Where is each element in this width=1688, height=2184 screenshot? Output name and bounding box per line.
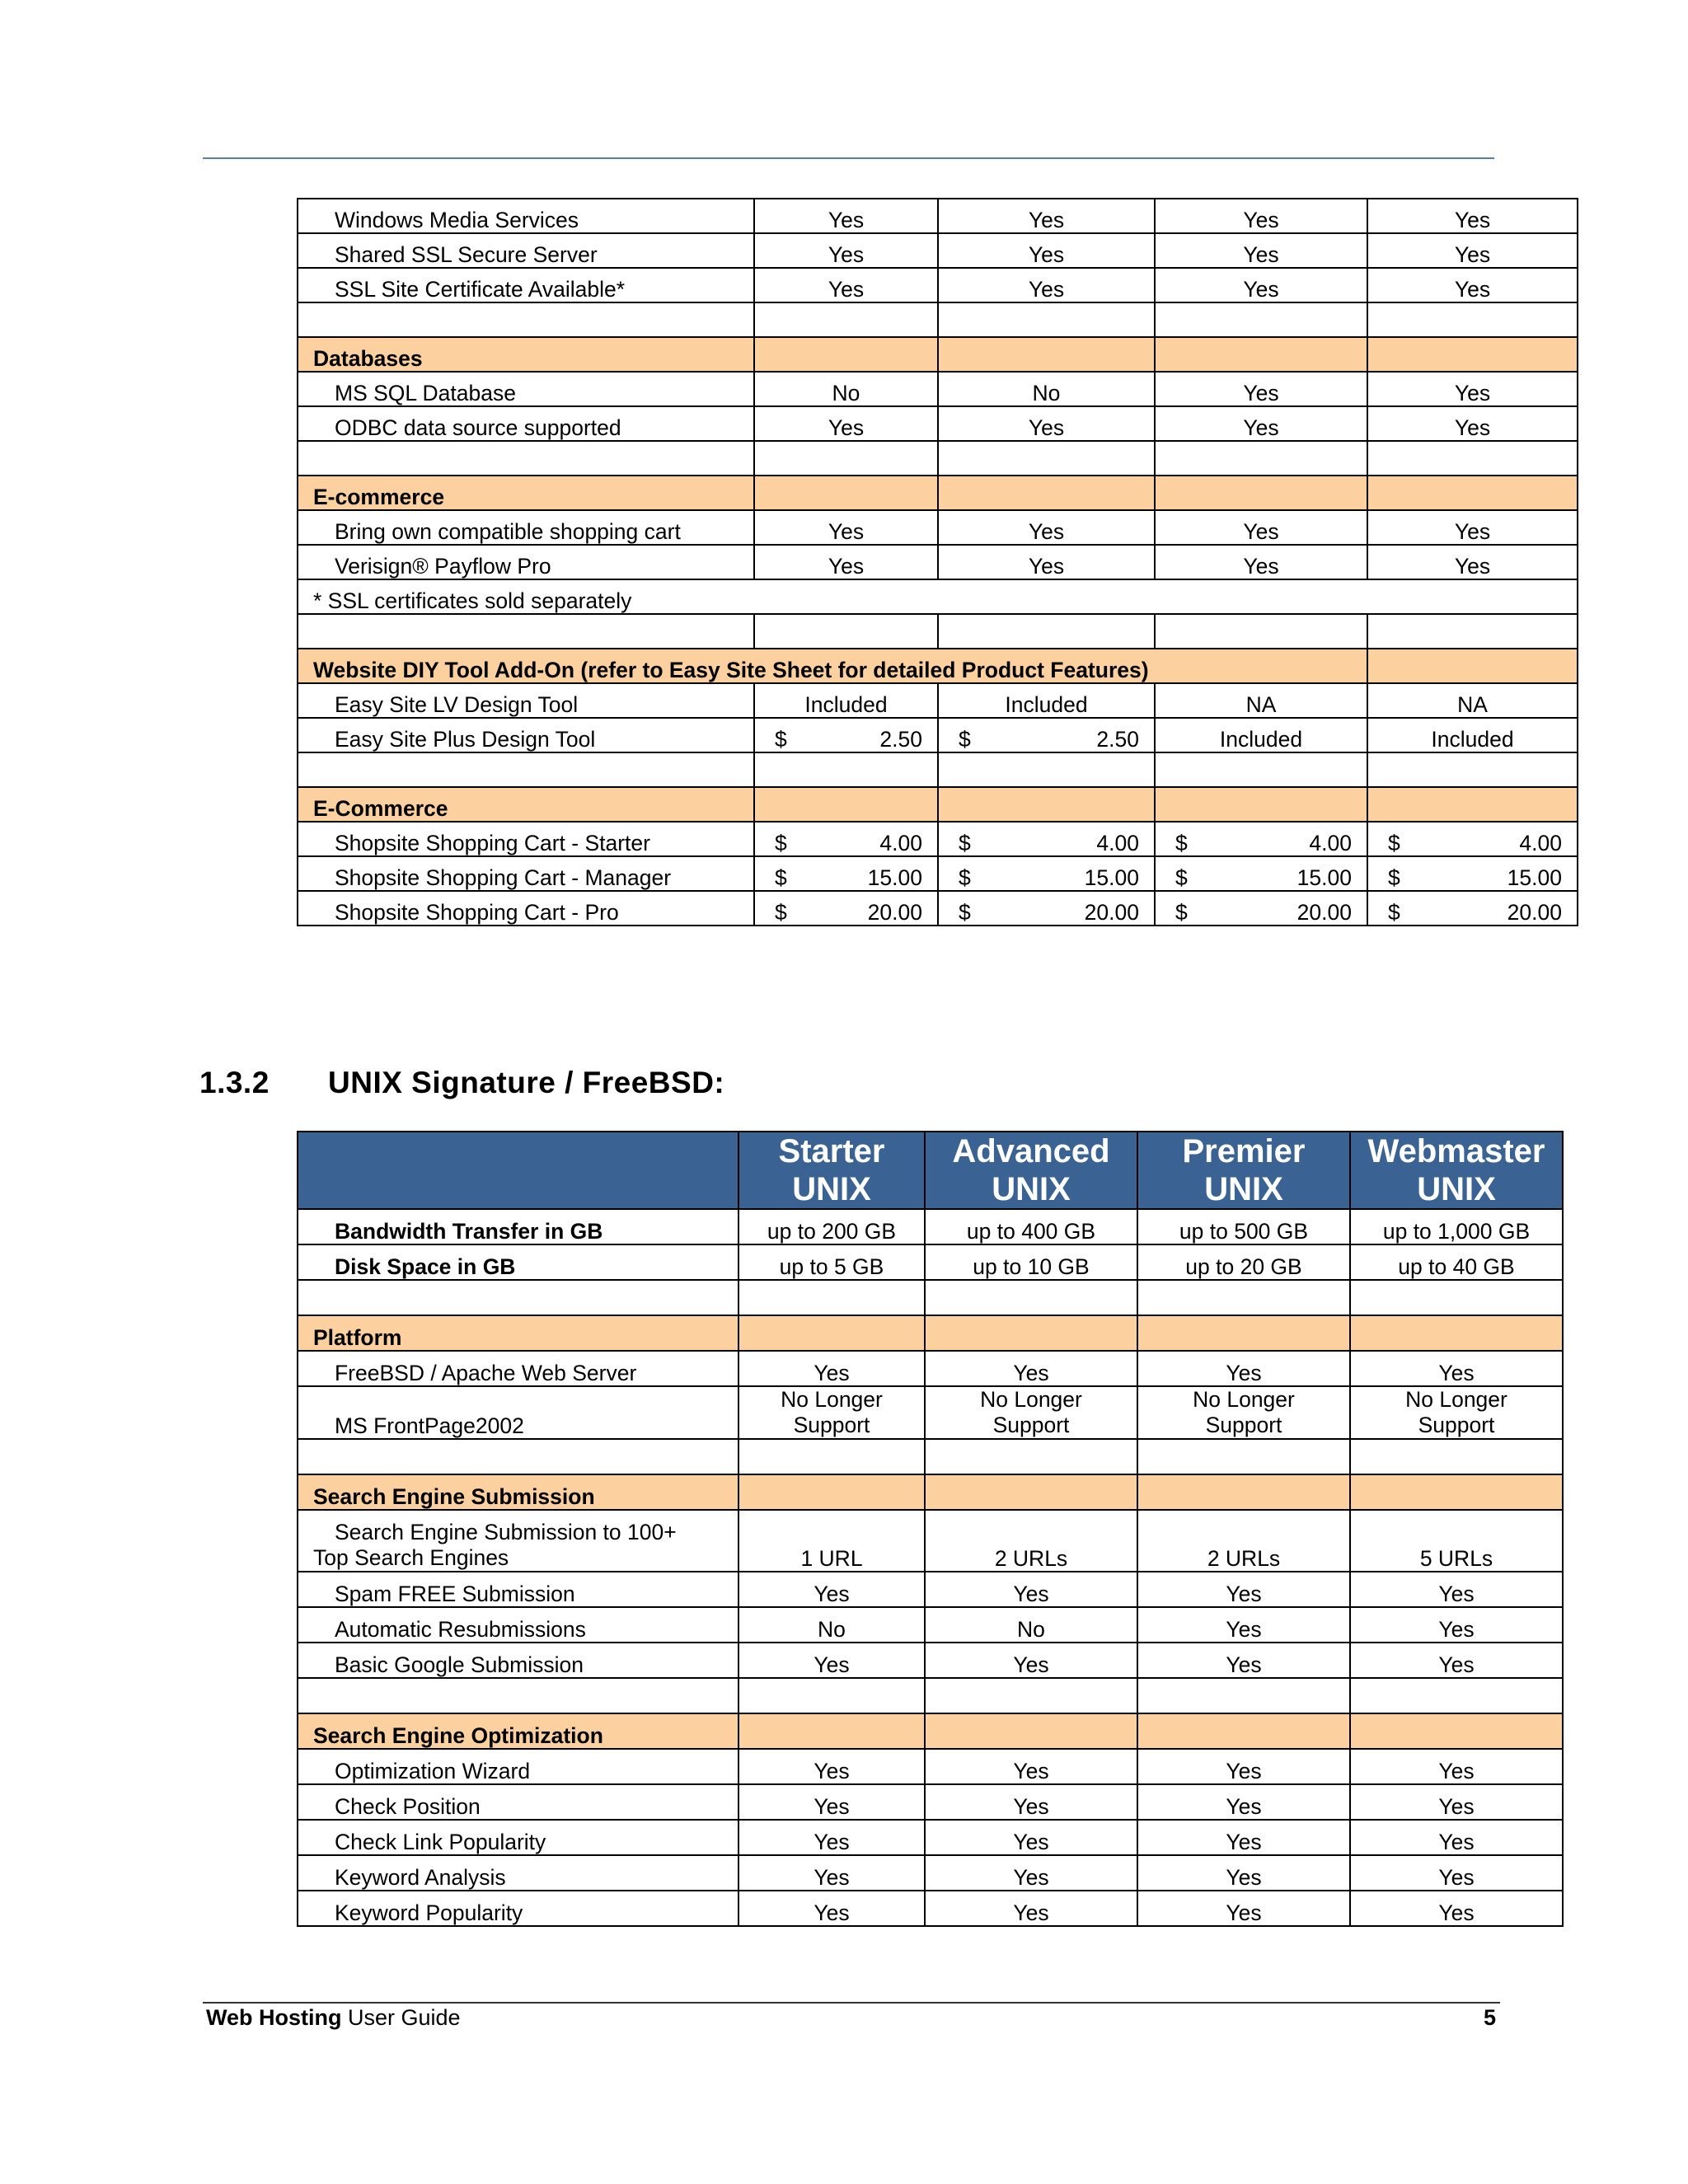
value-cell: Yes	[738, 1351, 925, 1386]
row-label	[298, 1510, 738, 1572]
plan-header	[1137, 1132, 1350, 1209]
table-row	[298, 1386, 1563, 1439]
table-row	[298, 1891, 1563, 1926]
row-label: Spam FREE Submission	[298, 1572, 738, 1607]
price-cell	[754, 856, 938, 891]
blank-cell	[298, 302, 754, 337]
section-title: UNIX Signature / FreeBSD:	[328, 1066, 725, 1099]
value-line2: Support	[1418, 1413, 1495, 1437]
table-row	[298, 1749, 1563, 1784]
section-fill-cell	[1350, 1713, 1563, 1749]
value-cell: Yes	[754, 545, 938, 579]
value-cell: Yes	[1155, 233, 1367, 268]
blank-cell	[1367, 441, 1578, 476]
value-cell: up to 20 GB	[1137, 1244, 1350, 1280]
value-cell: Yes	[938, 406, 1155, 441]
value-cell: Yes	[738, 1784, 925, 1820]
currency-symbol: $	[775, 900, 787, 925]
plan-name: Starter	[778, 1133, 885, 1169]
row-label: Optimization Wizard	[298, 1749, 738, 1784]
currency-symbol: $	[959, 727, 971, 752]
table-row	[298, 1280, 1563, 1315]
row-label: Check Link Popularity	[298, 1820, 738, 1855]
currency-symbol: $	[775, 831, 787, 855]
section-fill-cell	[1155, 337, 1367, 372]
table-row	[298, 476, 1578, 510]
section-fill-cell	[938, 476, 1155, 510]
section-fill-cell	[925, 1474, 1137, 1510]
table-row	[298, 1572, 1563, 1607]
value-cell: Yes	[925, 1855, 1137, 1891]
price-cell	[1155, 856, 1367, 891]
section-fill-cell	[738, 1713, 925, 1749]
value-cell: Yes	[1155, 406, 1367, 441]
section-number: 1.3.2	[199, 1066, 270, 1099]
row-label: Easy Site LV Design Tool	[298, 683, 754, 718]
blank-cell	[925, 1678, 1137, 1713]
value-cell: Yes	[938, 199, 1155, 233]
blank-cell	[754, 441, 938, 476]
section-fill-cell	[1137, 1474, 1350, 1510]
blank-cell	[298, 614, 754, 649]
price-cell	[754, 891, 938, 926]
section-fill-cell	[1137, 1315, 1350, 1351]
price-value: 4.00	[1519, 831, 1562, 855]
value-cell: Yes	[738, 1572, 925, 1607]
price-value: 15.00	[1084, 865, 1139, 890]
blank-cell	[925, 1439, 1137, 1474]
price-value: 15.00	[867, 865, 922, 890]
blank-cell	[1155, 302, 1367, 337]
value-cell: Yes	[925, 1572, 1137, 1607]
table-row	[298, 199, 1578, 233]
value-cell: Yes	[1367, 268, 1578, 302]
blank-cell	[1155, 441, 1367, 476]
value-cell: No	[925, 1607, 1137, 1643]
value-cell: Yes	[1137, 1855, 1350, 1891]
price-value: 2.50	[879, 727, 922, 752]
table-row	[298, 1244, 1563, 1280]
row-label: Keyword Analysis	[298, 1855, 738, 1891]
section-fill-cell	[1155, 787, 1367, 822]
value-cell: Yes	[1350, 1643, 1563, 1678]
value-cell: Yes	[1367, 233, 1578, 268]
row-label: Automatic Resubmissions	[298, 1607, 738, 1643]
value-cell: NA	[1367, 683, 1578, 718]
section-fill-cell	[1367, 787, 1578, 822]
table-row	[298, 1855, 1563, 1891]
value-cell: Yes	[1137, 1351, 1350, 1386]
value-cell: Yes	[938, 268, 1155, 302]
value-cell: Yes	[1155, 268, 1367, 302]
row-label: Shopsite Shopping Cart - Starter	[298, 822, 754, 856]
row-label: Disk Space in GB	[298, 1244, 738, 1280]
currency-symbol: $	[1388, 865, 1400, 890]
table-row	[298, 822, 1578, 856]
table-row	[298, 441, 1578, 476]
row-label: FreeBSD / Apache Web Server	[298, 1351, 738, 1386]
price-value: 20.00	[867, 900, 922, 925]
table-row	[298, 233, 1578, 268]
row-label: Bring own compatible shopping cart	[298, 510, 754, 545]
blank-cell	[925, 1280, 1137, 1315]
blank-cell	[1350, 1439, 1563, 1474]
value-cell	[1350, 1386, 1563, 1439]
value-cell: NA	[1155, 683, 1367, 718]
value-line2: Support	[992, 1413, 1070, 1437]
value-cell: Yes	[938, 545, 1155, 579]
row-label: ODBC data source supported	[298, 406, 754, 441]
price-cell	[1155, 891, 1367, 926]
table-row	[298, 545, 1578, 579]
table-row	[298, 1510, 1563, 1572]
blank-cell	[738, 1280, 925, 1315]
price-value: 20.00	[1296, 900, 1352, 925]
header-rule	[203, 157, 1494, 159]
value-line1: No Longer	[781, 1387, 883, 1412]
value-cell: Yes	[1367, 199, 1578, 233]
value-cell: Yes	[1367, 510, 1578, 545]
currency-symbol: $	[959, 900, 971, 925]
blank-cell	[754, 302, 938, 337]
price-cell	[938, 856, 1155, 891]
section-fill-cell	[754, 476, 938, 510]
section-label: Search Engine Optimization	[298, 1713, 738, 1749]
plan-header	[738, 1132, 925, 1209]
value-cell: Yes	[925, 1351, 1137, 1386]
value-cell: Yes	[1137, 1749, 1350, 1784]
value-cell: Yes	[1350, 1891, 1563, 1926]
section-fill-cell	[1350, 1315, 1563, 1351]
plan-name: Advanced	[952, 1133, 1110, 1169]
features-table-unix	[297, 1131, 1564, 1927]
section-fill-cell	[925, 1315, 1137, 1351]
currency-symbol: $	[1388, 900, 1400, 925]
section-fill-cell	[1367, 337, 1578, 372]
table-row	[298, 1315, 1563, 1351]
table-row	[298, 752, 1578, 787]
table-row	[298, 614, 1578, 649]
currency-symbol: $	[959, 865, 971, 890]
section-label: Website DIY Tool Add-On (refer to Easy Site Sheet for detailed Product Features)	[298, 649, 1367, 683]
blank-cell	[1137, 1678, 1350, 1713]
plan-header	[925, 1132, 1137, 1209]
table-row	[298, 891, 1578, 926]
row-label: MS FrontPage2002	[298, 1386, 738, 1439]
value-cell: Yes	[738, 1643, 925, 1678]
section-fill-cell	[738, 1474, 925, 1510]
blank-cell	[1137, 1280, 1350, 1315]
value-line2: Support	[1205, 1413, 1282, 1437]
section-label: Search Engine Submission	[298, 1474, 738, 1510]
table-row	[298, 718, 1578, 752]
value-cell: Yes	[925, 1749, 1137, 1784]
table-row	[298, 856, 1578, 891]
blank-cell	[938, 302, 1155, 337]
value-cell	[925, 1386, 1137, 1439]
table-row	[298, 372, 1578, 406]
table-row	[298, 337, 1578, 372]
value-cell: Yes	[754, 199, 938, 233]
footnote: * SSL certificates sold separately	[298, 579, 1578, 614]
price-cell	[754, 822, 938, 856]
plan-platform: UNIX	[1417, 1171, 1496, 1207]
value-cell: 5 URLs	[1350, 1510, 1563, 1572]
footer-rule	[203, 2002, 1500, 2004]
section-label: E-Commerce	[298, 787, 754, 822]
row-label: Verisign® Payflow Pro	[298, 545, 754, 579]
section-fill-cell	[938, 337, 1155, 372]
section-label: Platform	[298, 1315, 738, 1351]
value-cell: No	[754, 372, 938, 406]
table-row	[298, 510, 1578, 545]
section-fill-cell	[1155, 476, 1367, 510]
currency-symbol: $	[1388, 831, 1400, 855]
value-cell: up to 1,000 GB	[1350, 1209, 1563, 1244]
section-label: Databases	[298, 337, 754, 372]
value-cell: Yes	[1137, 1891, 1350, 1926]
value-cell: Yes	[1137, 1820, 1350, 1855]
price-cell	[1367, 891, 1578, 926]
blank-cell	[298, 752, 754, 787]
table-row	[298, 1607, 1563, 1643]
value-cell: Yes	[1350, 1607, 1563, 1643]
value-cell: up to 10 GB	[925, 1244, 1137, 1280]
blank-cell	[738, 1678, 925, 1713]
row-label: MS SQL Database	[298, 372, 754, 406]
section-fill-cell	[754, 337, 938, 372]
plan-header	[1350, 1132, 1563, 1209]
blank-cell	[1367, 752, 1578, 787]
price-value: 20.00	[1507, 900, 1562, 925]
blank-cell	[1350, 1678, 1563, 1713]
value-cell: Yes	[938, 510, 1155, 545]
price-value: 4.00	[1096, 831, 1139, 855]
value-cell: Yes	[925, 1891, 1137, 1926]
table-row	[298, 1351, 1563, 1386]
value-cell: Yes	[754, 268, 938, 302]
section-fill-cell	[1350, 1474, 1563, 1510]
table-row	[298, 406, 1578, 441]
value-cell: No	[738, 1607, 925, 1643]
value-cell: Yes	[1350, 1855, 1563, 1891]
value-cell: up to 5 GB	[738, 1244, 925, 1280]
row-label: Shared SSL Secure Server	[298, 233, 754, 268]
value-cell: Yes	[1367, 406, 1578, 441]
price-cell	[938, 891, 1155, 926]
value-cell: 1 URL	[738, 1510, 925, 1572]
row-label: SSL Site Certificate Available*	[298, 268, 754, 302]
value-cell: Yes	[1367, 545, 1578, 579]
currency-symbol: $	[1175, 900, 1188, 925]
price-cell	[754, 718, 938, 752]
value-cell: Yes	[1367, 372, 1578, 406]
blank-cell	[1155, 614, 1367, 649]
plan-platform: UNIX	[792, 1171, 871, 1207]
blank-cell	[1350, 1280, 1563, 1315]
value-cell: No	[938, 372, 1155, 406]
value-cell: up to 500 GB	[1137, 1209, 1350, 1244]
footer-title-rest: User Guide	[341, 2005, 461, 2030]
currency-symbol: $	[1175, 865, 1188, 890]
value-line1: No Longer	[1405, 1387, 1507, 1412]
footer-title-bold: Web Hosting	[206, 2005, 342, 2030]
plan-platform: UNIX	[992, 1171, 1071, 1207]
value-cell: Yes	[1350, 1572, 1563, 1607]
currency-symbol: $	[1175, 831, 1188, 855]
value-line1: No Longer	[1193, 1387, 1295, 1412]
value-cell: Yes	[738, 1749, 925, 1784]
price-cell	[1367, 822, 1578, 856]
footer-title	[206, 2005, 461, 2031]
value-cell: up to 200 GB	[738, 1209, 925, 1244]
value-cell: Yes	[754, 510, 938, 545]
value-cell: Yes	[1137, 1607, 1350, 1643]
blank-cell	[298, 1678, 738, 1713]
value-cell: Included	[1155, 718, 1367, 752]
price-value: 15.00	[1507, 865, 1562, 890]
blank-cell	[738, 1439, 925, 1474]
value-cell: Yes	[1155, 510, 1367, 545]
value-cell: Yes	[754, 233, 938, 268]
price-cell	[1155, 822, 1367, 856]
value-cell: Yes	[1155, 199, 1367, 233]
table-row	[298, 1820, 1563, 1855]
section-fill-cell	[1137, 1713, 1350, 1749]
table-row	[298, 1643, 1563, 1678]
value-cell: Included	[754, 683, 938, 718]
row-label: Bandwidth Transfer in GB	[298, 1209, 738, 1244]
value-cell: up to 400 GB	[925, 1209, 1137, 1244]
table-row	[298, 302, 1578, 337]
plan-name: Webmaster	[1367, 1133, 1545, 1169]
plan-platform: UNIX	[1204, 1171, 1283, 1207]
row-label: Windows Media Services	[298, 199, 754, 233]
currency-symbol: $	[775, 865, 787, 890]
value-cell: Yes	[1155, 372, 1367, 406]
blank-cell	[1155, 752, 1367, 787]
row-label: Shopsite Shopping Cart - Manager	[298, 856, 754, 891]
row-label: Basic Google Submission	[298, 1643, 738, 1678]
value-cell: Yes	[1350, 1784, 1563, 1820]
price-cell	[938, 718, 1155, 752]
price-value: 20.00	[1084, 900, 1139, 925]
section-label: E-commerce	[298, 476, 754, 510]
blank-cell	[1137, 1439, 1350, 1474]
value-cell	[738, 1386, 925, 1439]
currency-symbol: $	[959, 831, 971, 855]
plan-header-row	[298, 1132, 1563, 1209]
blank-cell	[938, 752, 1155, 787]
section-fill-cell	[738, 1315, 925, 1351]
value-cell: Included	[1367, 718, 1578, 752]
table-row	[298, 579, 1578, 614]
value-cell: 2 URLs	[925, 1510, 1137, 1572]
label-line1: Search Engine Submission to 100+	[335, 1520, 677, 1544]
price-cell	[1367, 856, 1578, 891]
value-line2: Support	[793, 1413, 870, 1437]
blank-cell	[298, 441, 754, 476]
value-cell: Yes	[1350, 1820, 1563, 1855]
price-value: 4.00	[1309, 831, 1352, 855]
value-cell: Yes	[738, 1891, 925, 1926]
value-cell: 2 URLs	[1137, 1510, 1350, 1572]
price-value: 2.50	[1096, 727, 1139, 752]
blank-cell	[938, 441, 1155, 476]
table-row	[298, 649, 1578, 683]
section-fill-cell	[1367, 476, 1578, 510]
price-cell	[938, 822, 1155, 856]
blank-cell	[1367, 302, 1578, 337]
row-label: Keyword Popularity	[298, 1891, 738, 1926]
value-cell: Yes	[925, 1820, 1137, 1855]
page-number: 5	[1484, 2005, 1497, 2030]
blank-cell	[754, 614, 938, 649]
value-cell: Yes	[738, 1855, 925, 1891]
blank-cell	[754, 752, 938, 787]
table-row	[298, 1784, 1563, 1820]
table-row	[298, 1678, 1563, 1713]
section-fill-cell	[938, 787, 1155, 822]
table-row	[298, 1209, 1563, 1244]
value-cell: Included	[938, 683, 1155, 718]
plan-name: Premier	[1182, 1133, 1306, 1169]
value-cell: Yes	[1137, 1572, 1350, 1607]
table-row	[298, 787, 1578, 822]
value-cell: Yes	[1155, 545, 1367, 579]
value-cell: Yes	[1350, 1351, 1563, 1386]
row-label: Check Position	[298, 1784, 738, 1820]
value-cell: Yes	[738, 1820, 925, 1855]
table-row	[298, 268, 1578, 302]
section-fill-cell	[754, 787, 938, 822]
section-fill-cell	[925, 1713, 1137, 1749]
value-line1: No Longer	[980, 1387, 1082, 1412]
table-row	[298, 1439, 1563, 1474]
row-label: Easy Site Plus Design Tool	[298, 718, 754, 752]
value-cell: Yes	[938, 233, 1155, 268]
label-line2: Top Search Engines	[313, 1545, 509, 1570]
value-cell: Yes	[1350, 1749, 1563, 1784]
table-row	[298, 1474, 1563, 1510]
row-label: Shopsite Shopping Cart - Pro	[298, 891, 754, 926]
blank-cell	[1367, 614, 1578, 649]
price-value: 15.00	[1296, 865, 1352, 890]
value-cell: Yes	[1137, 1643, 1350, 1678]
blank-cell	[938, 614, 1155, 649]
blank-cell	[298, 1280, 738, 1315]
section-fill-cell	[1367, 649, 1578, 683]
header-blank-cell	[298, 1132, 738, 1209]
value-cell: Yes	[754, 406, 938, 441]
table-row	[298, 683, 1578, 718]
price-value: 4.00	[879, 831, 922, 855]
value-cell	[1137, 1386, 1350, 1439]
blank-cell	[298, 1439, 738, 1474]
value-cell: up to 40 GB	[1350, 1244, 1563, 1280]
value-cell: Yes	[925, 1784, 1137, 1820]
value-cell: Yes	[925, 1643, 1137, 1678]
features-table-windows	[297, 198, 1578, 926]
value-cell: Yes	[1137, 1784, 1350, 1820]
currency-symbol: $	[775, 727, 787, 752]
table-row	[298, 1713, 1563, 1749]
